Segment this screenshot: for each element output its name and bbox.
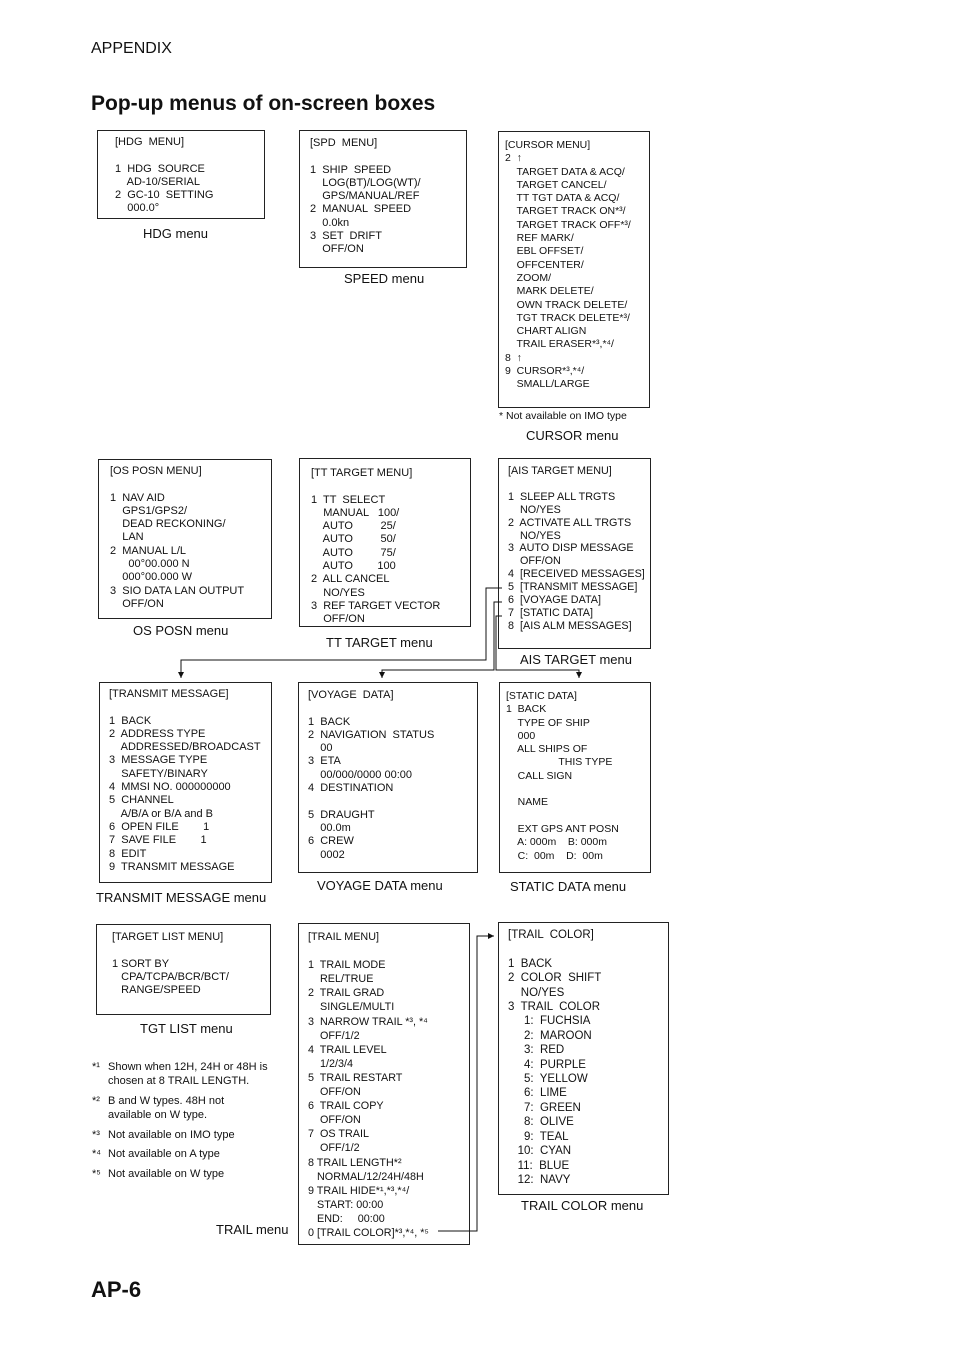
footnote-4-text: Not available on A type [108,1148,220,1160]
static-data-menu-text: [STATIC DATA] 1 BACK TYPE OF SHIP 000 ALL SHIPS OF THIS TYPE CALL SIGN NAME EXT GPS ANT POSN A: 000m B: 000m C: 00m D: 00m [506,690,619,862]
tgt-list-menu-caption: TGT LIST menu [140,1021,233,1036]
connector-transmit [181,588,502,678]
page-number: AP-6 [91,1277,142,1302]
cursor-menu-note: * Not available on IMO type [499,410,627,422]
connector-voyage [382,602,502,678]
speed-menu-text: [SPD MENU] 1 SHIP SPEED LOG(BT)/LOG(WT)/ GPS/MANUAL/REF 2 MANUAL SPEED 0.0kn 3 SET DRIFT OFF/ON [310,137,421,256]
transmit-message-menu-caption: TRANSMIT MESSAGE menu [96,890,267,905]
footnote-3-mark: *³ [92,1129,100,1141]
voyage-data-menu-caption: VOYAGE DATA menu [317,878,443,893]
trail-menu-text: [TRAIL MENU] 1 TRAIL MODE REL/TRUE 2 TRAIL GRAD SINGLE/MULTI 3 NARROW TRAIL *³, *⁴ OFF/1/2 4 TRAIL LEVEL 1/2/3/4 5 TRAIL RESTART OFF/ON 6 TRAIL COPY OFF/ON 7 OS TRAIL OFF/1/2 8 TRAIL LENGTH*² NORMAL/12/24H/48H 9 TRAIL HIDE*¹,*³,*⁴/ START: 00:00 END: 00:00 0 [TRAIL COLOR]*³,*⁴, *⁵ [308,931,429,1239]
cursor-menu-caption: CURSOR menu [526,428,619,443]
footnote-4-mark: *⁴ [92,1148,102,1160]
static-data-menu-caption: STATIC DATA menu [510,879,627,894]
connector-trail-color [438,936,494,1231]
os-posn-menu-text: [OS POSN MENU] 1 NAV AID GPS1/GPS2/ DEAD RECKONING/ LAN 2 MANUAL L/L 00°00.000 N 000°00.000 W 3 SIO DATA LAN OUTPUT OFF/ON [110,465,245,610]
footnote-5-text: Not available on W type [108,1168,225,1180]
ais-target-menu-caption: AIS TARGET menu [520,652,632,667]
tt-target-menu-caption: TT TARGET menu [326,635,433,650]
hdg-menu-text: [HDG MENU] 1 HDG SOURCE AD-10/SERIAL 2 GC-10 SETTING 000.0° [115,136,214,215]
tt-target-menu-text: [TT TARGET MENU] 1 TT SELECT MANUAL 100/ AUTO 25/ AUTO 50/ AUTO 75/ AUTO 100 2 ALL CANCEL NO/YES 3 REF TARGET VECTOR OFF/ON [311,467,441,626]
os-posn-menu-caption: OS POSN menu [133,623,229,638]
footnote-1-text: Shown when 12H, 24H or 48H is chosen at 8 TRAIL LENGTH. [108,1061,268,1087]
footnote-2-mark: *² [92,1095,100,1107]
page-header: APPENDIX [91,40,172,57]
trail-menu-caption: TRAIL menu [216,1222,289,1237]
cursor-menu-text: [CURSOR MENU] 2 ↑ TARGET DATA & ACQ/ TARGET CANCEL/ TT TGT DATA & ACQ/ TARGET TRACK ON*³/ TARGET TRACK OFF*³/ REF MARK/ EBL OFFSET/ OFFCENTER/ ZOOM/ MARK DELETE/ OWN TRACK DELETE/ TGT TRACK DELETE*³/ CHART ALIGN TRAIL ERASER*³,*⁴/ 8 ↑ 9 CURSOR*³,*⁴/ SMALL/LARGE [505,139,631,391]
footnote-1-mark: *¹ [92,1061,100,1073]
trail-color-menu-text: [TRAIL COLOR] 1 BACK 2 COLOR SHIFT NO/YES 3 TRAIL COLOR 1: FUCHSIA 2: MAROON 3: RED 4: PURPLE 5: YELLOW 6: LIME 7: GREEN 8: OLIVE 9: TEAL 10: CYAN 11: BLUE 12: NAVY [508,929,602,1186]
page-title: Pop-up menus of on-screen boxes [91,92,436,115]
connector-static [496,616,579,678]
footnote-3-text: Not available on IMO type [108,1129,235,1141]
footnote-2-text: B and W types. 48H not available on W type. [108,1095,225,1121]
footnote-5-mark: *⁵ [92,1168,101,1180]
ais-target-menu-text: [AIS TARGET MENU] 1 SLEEP ALL TRGTS NO/YES 2 ACTIVATE ALL TRGTS NO/YES 3 AUTO DISP MESSAGE OFF/ON 4 [RECEIVED MESSAGES] 5 [TRANSMIT MESSAGE] 6 [VOYAGE DATA] 7 [STATIC DATA] 8 [AIS ALM MESSAGES] [508,465,645,632]
speed-menu-caption: SPEED menu [344,271,425,286]
tgt-list-menu-text: [TARGET LIST MENU] 1 SORT BY CPA/TCPA/BCR/BCT/ RANGE/SPEED [112,931,229,997]
transmit-message-menu-text: [TRANSMIT MESSAGE] 1 BACK 2 ADDRESS TYPE ADDRESSED/BROADCAST 3 MESSAGE TYPE SAFETY/BINARY 4 MMSI NO. 000000000 5 CHANNEL A/B/A or B/A and B 6 OPEN FILE 1 7 SAVE FILE 1 8 EDIT 9 TRANSMIT MESSAGE [109,688,261,873]
hdg-menu-caption: HDG menu [143,226,209,241]
trail-color-menu-caption: TRAIL COLOR menu [521,1198,644,1213]
voyage-data-menu-text: [VOYAGE DATA] 1 BACK 2 NAVIGATION STATUS 00 3 ETA 00/000/0000 00:00 4 DESTINATION 5 DRAUGHT 00.0m 6 CREW 0002 [308,689,435,861]
